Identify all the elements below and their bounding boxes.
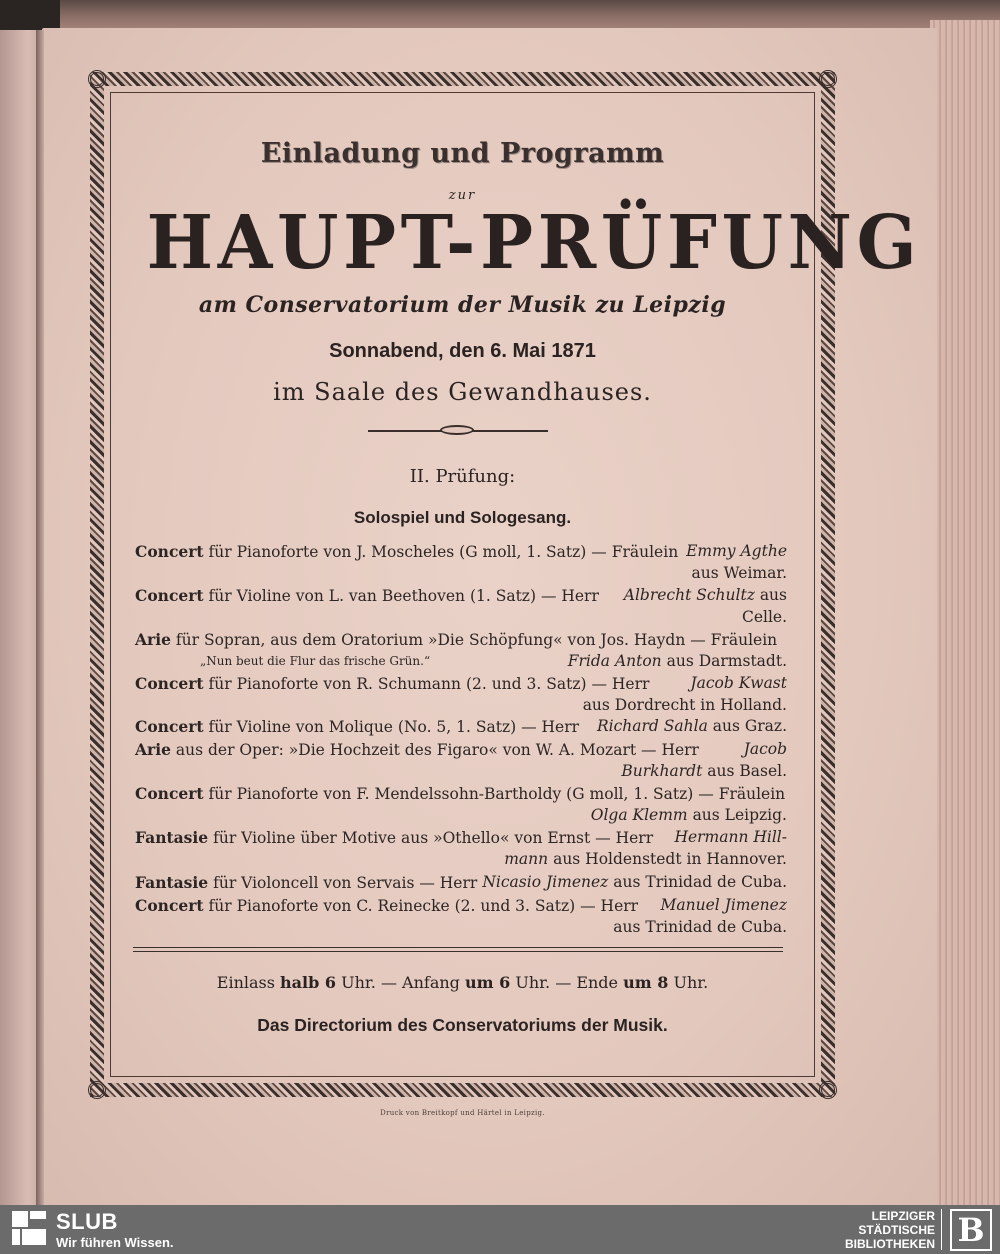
schedule-time: halb 6 — [280, 973, 337, 992]
performer-origin: aus Basel. — [707, 762, 787, 780]
entry-text: für Pianoforte von F. Mendelssohn-Bartholdy (G moll, 1. Satz) — Fräulein — [208, 785, 786, 803]
entry-type: Fantasie — [135, 873, 209, 892]
performer-name: Frida Anton — [567, 652, 662, 670]
program-entry — [135, 673, 787, 716]
entry-text: für Pianoforte von C. Reinecke (2. und 3. Satz) — Herr — [208, 897, 639, 915]
program-entry — [135, 895, 787, 938]
schedule-time: um 8 — [623, 973, 669, 992]
library-logo-icon[interactable]: B — [950, 1209, 992, 1251]
entry-type: Arie — [135, 630, 171, 649]
main-title: HAUPT-PRÜFUNG — [146, 200, 922, 286]
performer-origin: aus Holdenstedt in Hannover. — [553, 850, 787, 868]
entry-type: Concert — [135, 542, 204, 561]
venue-line: im Saale des Gewandhauses. — [273, 378, 652, 406]
library-name-line: LEIPZIGER — [871, 1209, 935, 1223]
entry-type: Arie — [135, 740, 171, 759]
program-entry — [135, 629, 787, 672]
entry-text: für Violine über Motive aus »Othello« von Ernst — Herr — [213, 829, 654, 847]
library-name[interactable] — [820, 1209, 935, 1251]
performer-origin: aus Dordrecht in Holland. — [582, 696, 787, 714]
slub-tagline: Wir führen Wissen. — [56, 1235, 174, 1250]
performer-name: Manuel Jimenez — [660, 896, 787, 914]
corner-ornament-icon — [88, 70, 106, 88]
entry-type: Concert — [135, 784, 204, 803]
entry-text: für Sopran, aus dem Oratorium »Die Schöpfung« von Jos. Haydn — Fräulein — [175, 631, 778, 649]
corner-ornament-icon — [88, 1081, 106, 1099]
performer-name: Nicasio Jimenez — [482, 873, 609, 891]
invitation-title: Einladung und Programm — [260, 138, 665, 169]
schedule-text: Uhr. — Anfang — [341, 973, 460, 992]
program-entry — [135, 739, 787, 782]
schedule-text: Uhr. — [673, 973, 709, 992]
performer-name-cont: Burkhardt — [621, 762, 703, 780]
library-name-line: STÄDTISCHE — [858, 1223, 935, 1237]
performer-name: Albrecht Schultz — [623, 586, 755, 604]
entry-tail: aus — [759, 586, 787, 604]
performer-name: Olga Klemm — [590, 806, 688, 824]
performer-origin: aus Leipzig. — [692, 806, 787, 824]
aria-incipit: „Nun beut die Flur das frische Grün.“ — [200, 654, 431, 668]
left-page-edge — [0, 30, 40, 1205]
schedule-text: Uhr. — Ende — [515, 973, 619, 992]
entry-text: für Violoncell von Servais — Herr — [213, 874, 478, 892]
entry-text: für Violine von Molique (No. 5, 1. Satz) — Herr — [208, 718, 580, 736]
corner-ornament-icon — [819, 1081, 837, 1099]
date-line: Sonnabend, den 6. Mai 1871 — [329, 340, 596, 362]
performer-name: Richard Sahla — [596, 717, 708, 735]
printer-imprint: Druck von Breitkopf und Härtel in Leipzig. — [380, 1109, 545, 1117]
section-number: II. Prüfung: — [409, 466, 516, 487]
slub-logo-icon[interactable] — [12, 1211, 46, 1245]
library-name-line: BIBLIOTHEKEN — [845, 1237, 935, 1251]
schedule-time: um 6 — [465, 973, 511, 992]
performer-name: Jacob Kwast — [690, 674, 787, 692]
performer-name-cont: mann — [504, 850, 549, 868]
schedule-line — [130, 973, 795, 992]
entry-type: Fantasie — [135, 828, 209, 847]
program-entry — [135, 783, 787, 826]
divider-ornament-icon — [440, 425, 474, 435]
entry-type: Concert — [135, 674, 204, 693]
entry-text: für Pianoforte von R. Schumann (2. und 3. Satz) — Herr — [208, 675, 650, 693]
entry-text: aus der Oper: »Die Hochzeit des Figaro« von W. A. Mozart — Herr — [175, 741, 699, 759]
performer-name: Emmy Agthe — [686, 542, 787, 560]
entry-tail: aus Graz. — [712, 717, 787, 735]
entry-text: für Pianoforte von J. Moscheles (G moll, 1. Satz) — Fräulein — [208, 543, 679, 561]
program-entry — [135, 541, 787, 584]
entry-tail: aus Trinidad de Cuba. — [613, 873, 787, 891]
performer-origin: Celle. — [741, 608, 787, 626]
corner-ornament-icon — [819, 70, 837, 88]
footer-separator — [941, 1209, 942, 1250]
section-subtitle: Solospiel und Sologesang. — [353, 508, 572, 527]
footer-bar — [0, 1205, 1000, 1254]
program-entry — [135, 716, 787, 738]
spine-shadow — [36, 30, 44, 1205]
zur-text: zur — [448, 188, 477, 203]
institution-line: am Conservatorium der Musik zu Leipzig — [198, 292, 727, 318]
slub-name[interactable]: SLUB — [56, 1209, 118, 1234]
performer-origin: aus Darmstadt. — [666, 652, 787, 670]
entry-type: Concert — [135, 586, 204, 605]
performer-origin: aus Weimar. — [691, 564, 787, 582]
program-entry — [135, 585, 787, 628]
signature-line: Das Directorium des Conservatoriums der Musik. — [257, 1015, 668, 1035]
program-entry — [135, 872, 787, 894]
program-entry — [135, 827, 787, 870]
performer-name: Jacob — [743, 740, 787, 758]
entry-type: Concert — [135, 717, 204, 736]
schedule-einlass: Einlass — [216, 973, 275, 992]
entry-text: für Violine von L. van Beethoven (1. Satz) — Herr — [208, 587, 599, 605]
right-page-edges — [930, 20, 1000, 1205]
entry-type: Concert — [135, 896, 204, 915]
double-rule — [133, 947, 783, 952]
performer-name: Hermann Hill- — [674, 828, 787, 846]
performer-origin: aus Trinidad de Cuba. — [613, 918, 787, 936]
